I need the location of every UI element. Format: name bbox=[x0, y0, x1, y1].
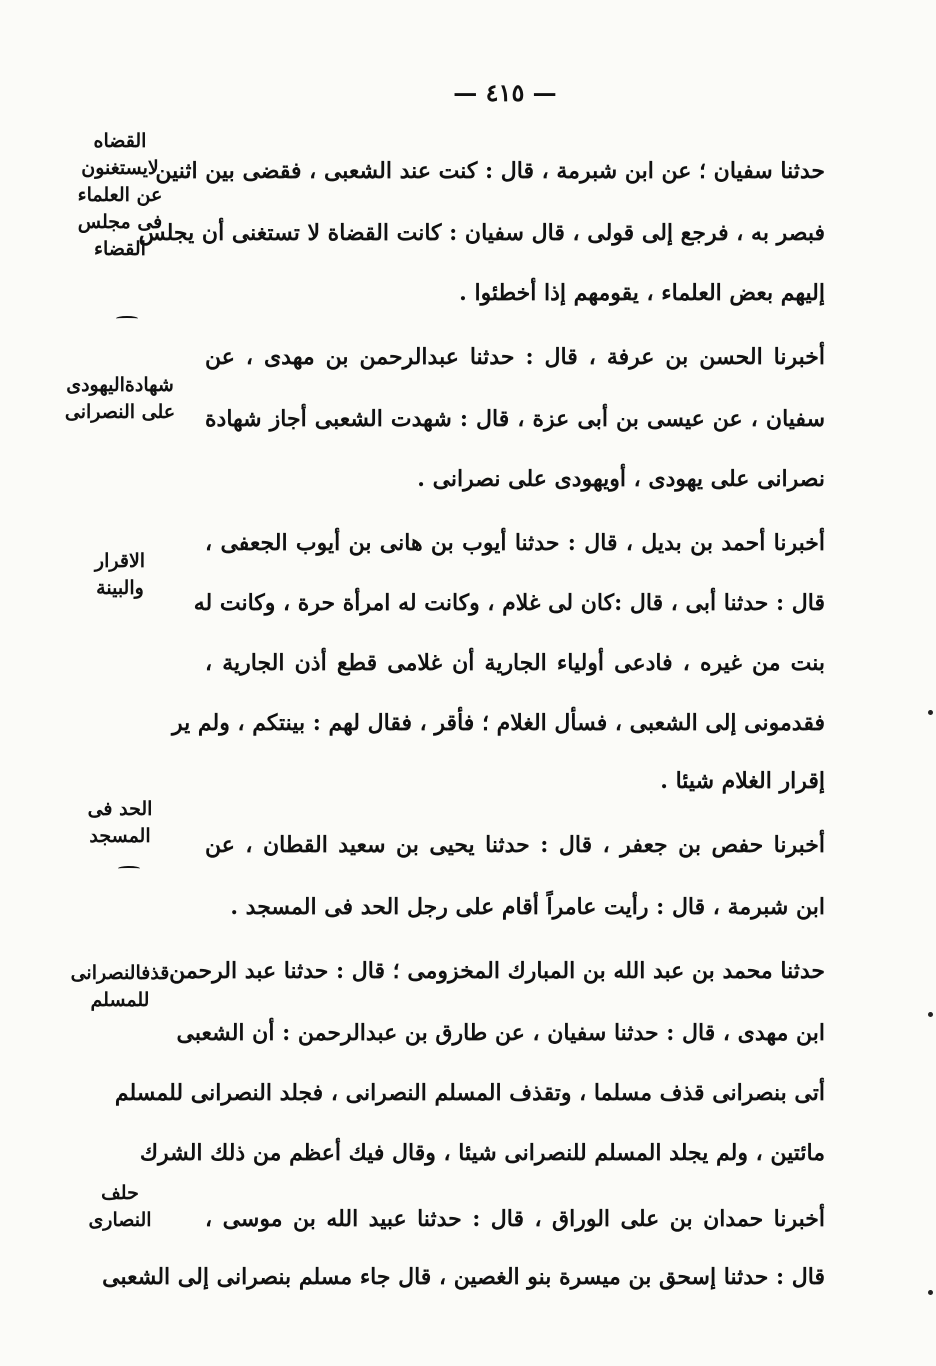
margin-note-line: النصارى bbox=[88, 1209, 152, 1231]
margin-note-line: شهادةاليهودى bbox=[66, 374, 174, 396]
margin-note-line: القضاه bbox=[93, 130, 147, 152]
body-text-line: قال : حدثنا إسحق بن ميسرة بنو الغصين ، قال جاء مسلم بنصرانى إلى الشعبى bbox=[102, 1264, 825, 1290]
body-text-line: قال : حدثنا أبى ، قال :كان لى غلام ، وكانت له امرأة حرة ، وكانت له bbox=[193, 590, 825, 616]
margin-note-line: المسجد bbox=[89, 825, 151, 847]
scan-speck bbox=[928, 710, 933, 715]
margin-note-line: فى مجلس bbox=[77, 211, 163, 233]
body-text-line: نصرانى على يهودى ، أويهودى على نصرانى . bbox=[417, 466, 825, 492]
margin-divider bbox=[116, 316, 138, 321]
margin-divider bbox=[118, 866, 140, 871]
margin-note-line: عن العلماء bbox=[77, 184, 163, 206]
body-text-line: حدثنا محمد بن عبد الله بن المبارك المخزومى ؛ قال : حدثنا عبد الرحمن bbox=[169, 958, 825, 984]
body-text-line: ابن مهدى ، قال : حدثنا سفيان ، عن طارق بن عبدالرحمن : أن الشعبى bbox=[176, 1020, 825, 1046]
body-text-line: سفيان ، عن عيسى بن أبى عزة ، قال : شهدت الشعبى أجاز شهادة bbox=[205, 406, 825, 432]
margin-note-line: الاقرار bbox=[94, 550, 146, 572]
body-text-line: أخبرنا حفص بن جعفر ، قال : حدثنا يحيى بن سعيد القطان ، عن bbox=[205, 832, 825, 858]
margin-note-mosque-punishment bbox=[60, 796, 180, 850]
margin-note-line: لايستغنون bbox=[81, 157, 159, 179]
margin-note-line: القضاء bbox=[94, 238, 146, 260]
margin-note-line: للمسلم bbox=[90, 989, 150, 1011]
margin-note-line: على النصرانى bbox=[64, 401, 176, 423]
body-text-line: فبصر به ، فرجع إلى قولى ، قال سفيان : كانت القضاة لا تستغنى أن يجلس bbox=[138, 220, 825, 246]
body-text-line: أخبرنا حمدان بن على الوراق ، قال : حدثنا عبيد الله بن موسى ، bbox=[205, 1206, 825, 1232]
scan-speck bbox=[928, 1290, 933, 1295]
margin-note-line: قذفالنصرانى bbox=[70, 962, 170, 984]
body-text-line: أخبرنا أحمد بن بديل ، قال : حدثنا أيوب بن هانى بن أيوب الجعفى ، bbox=[205, 530, 825, 556]
body-text-line: ابن شبرمة ، قال : رأيت عامراً أقام على رجل الحد فى المسجد . bbox=[230, 894, 825, 920]
body-text-line: حدثنا سفيان ؛ عن ابن شبرمة ، قال : كنت عند الشعبى ، فقضى بين اثنين bbox=[155, 158, 825, 184]
body-text-line: أتى بنصرانى قذف مسلما ، وتقذف المسلم النصرانى ، فجلد النصرانى للمسلم bbox=[114, 1080, 825, 1106]
body-text-line: إقرار الغلام شيئا . bbox=[660, 768, 825, 794]
margin-note-slander bbox=[60, 960, 180, 1014]
scan-speck bbox=[928, 1012, 933, 1017]
margin-note-line: حلف bbox=[101, 1182, 139, 1204]
margin-note-confession bbox=[60, 548, 180, 602]
margin-note-jewish-testimony bbox=[60, 372, 180, 426]
body-text-line: فقدمونى إلى الشعبى ، فسأل الغلام ؛ فأقر ، فقال لهم : بينتكم ، ولم ير bbox=[171, 710, 825, 736]
page-number: — ٤١٥ — bbox=[453, 78, 557, 107]
body-text-line: إليهم بعض العلماء ، يقومهم إذا أخطئوا . bbox=[459, 280, 825, 306]
body-text-line: بنت من غيره ، فادعى أولياء الجارية أن غلامى قطع أذن الجارية ، bbox=[205, 650, 825, 676]
margin-note-christian-oath bbox=[60, 1180, 180, 1234]
margin-note-line: الحد فى bbox=[87, 798, 153, 820]
body-text-line: أخبرنا الحسن بن عرفة ، قال : حدثنا عبدالرحمن بن مهدى ، عن bbox=[205, 344, 825, 370]
margin-note-line: والبينة bbox=[96, 577, 144, 599]
body-text-line: مائتين ، ولم يجلد المسلم للنصرانى شيئا ، وقال فيك أعظم من ذلك الشرك bbox=[139, 1140, 825, 1166]
